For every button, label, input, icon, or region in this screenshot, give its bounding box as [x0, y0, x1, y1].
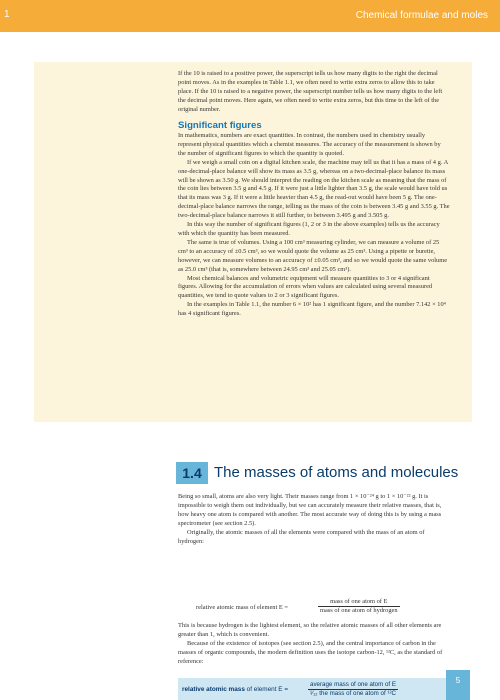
page-number: 5: [455, 676, 461, 685]
sigfig-paragraph: In this way the number of significant figures (1, 2 or 3 in the above examples) tells us the accuracy with which the quantity has been measured.: [178, 221, 440, 237]
section-title: The masses of atoms and molecules: [214, 464, 459, 481]
chapter-number: 1: [4, 9, 10, 20]
section-number-badge: 1.4: [176, 462, 208, 484]
chapter-title: Chemical formulae and moles: [355, 10, 488, 21]
section-paragraph: Being so small, atoms are also very light. Their masses range from 1 × 10⁻²⁴ g to 1 × 10⁻²² g. It is impossible to weigh them out individually, but we can accurately measure their relative masses, that is, how heavy one atom is compared with another. The most accurate way of doing this is by using a mass spectrometer (see section 2.5).: [178, 493, 442, 527]
section-paragraph: Because of the existence of isotopes (see section 2.5), and the central importance of carbon in the masses of organic compounds, the modern definition uses the isotope carbon-12, ¹²C, as the standard of reference:: [178, 639, 443, 665]
definition-term: relative atomic mass: [182, 686, 245, 693]
formula-label: relative atomic mass of element E =: [196, 604, 288, 611]
section-body: [178, 493, 450, 546]
definition-term-rest: of element E =: [244, 686, 289, 693]
sigfig-paragraph: In mathematics, numbers are exact quantities. In contrast, the numbers used in chemistry usually represent physical quantities which a chemist measures. The accuracy of the measurement is shown by the number of significant figures to which the quantity is quoted.: [178, 132, 441, 157]
section-paragraph: Originally, the atomic masses of all the elements were compared with the mass of an atom of hydrogen:: [178, 528, 425, 545]
page-number-tab: [446, 670, 470, 700]
intro-block: [178, 70, 450, 115]
section-body-continued: [178, 622, 450, 667]
section-paragraph: This is because hydrogen is the lightest element, so the relative atomic masses of all other elements are greater than 1, which is convenient.: [178, 622, 442, 638]
intro-paragraph: If the 10 is raised to a positive power, the superscript tells us how many digits to the right the decimal point moves. As in the examples in Table 1.1, we often need to write extra zeros to allow this to take place. If the 10 is raised to a negative power, the superscript number tells us how many digits to the left the decimal point moves. Here again, we often need to write extra zeros, but this time to the left of the original number.: [178, 70, 443, 113]
sigfig-paragraph: The same is true of volumes. Using a 100 cm³ measuring cylinder, we can measure a volume of 25 cm³ to an accuracy of ±0.5 cm³, so we would quote the volume as 25 cm³. Using a pipette or burette, however, we can measure volumes to an accuracy of ±0.05 cm³, and so we would quote the same volume as 25.0 cm³ (that is, somewhere between 24.95 cm³ and 25.05 cm³).: [178, 238, 448, 273]
sigfig-paragraph: In the examples in Table 1.1, the number 6 × 10² has 1 significant figure, and the number 7.142 × 10⁴ has 4 significant figures.: [178, 301, 446, 318]
formula-fraction: [318, 598, 400, 615]
formula-numerator: mass of one atom of E: [318, 598, 400, 607]
significant-figures-block: [178, 120, 450, 319]
sigfig-paragraph: If we weigh a small coin on a digital kitchen scale, the machine may tell us that it has a mass of 4 g. A one-decimal-place balance will show its mass as 3.5 g, whereas on a two-decimal-place balance its mass will be shown as 3.50 g. We should interpret the reading on the kitchen scale as meaning that the mass of the coin lies between 3.5 g and 4.5 g. If it were just a little lighter than 3.5 g, the scale would have told us that its mass was 3 g. If it were a little heavier than 4.5 g, the read-out would have been 5 g. The one-decimal-place balance narrows the range, telling us the mass of the coin is between 3.45 g and 3.55 g. The two-decimal-place balance narrows it still further, to between 3.495 g and 3.505 g.: [178, 158, 450, 220]
definition-box: [178, 678, 450, 700]
sigfig-paragraph: Most chemical balances and volumetric equipment will measure quantities to 3 or 4 significant figures. Allowing for the accumulation of errors when values are calculated using several measured quantities, we tend to quote values to 2 or 3 significant figures.: [178, 274, 433, 300]
header-bar: [0, 0, 500, 32]
definition-label: [182, 686, 288, 693]
definition-denominator: ¹⁄₁₂ the mass of one atom of ¹²C: [310, 690, 396, 697]
formula-denominator: mass of one atom of hydrogen: [320, 607, 398, 614]
significant-figures-heading: Significant figures: [178, 120, 262, 131]
definition-numerator: average mass of one atom of E: [310, 681, 396, 688]
definition-fraction: [308, 681, 398, 698]
